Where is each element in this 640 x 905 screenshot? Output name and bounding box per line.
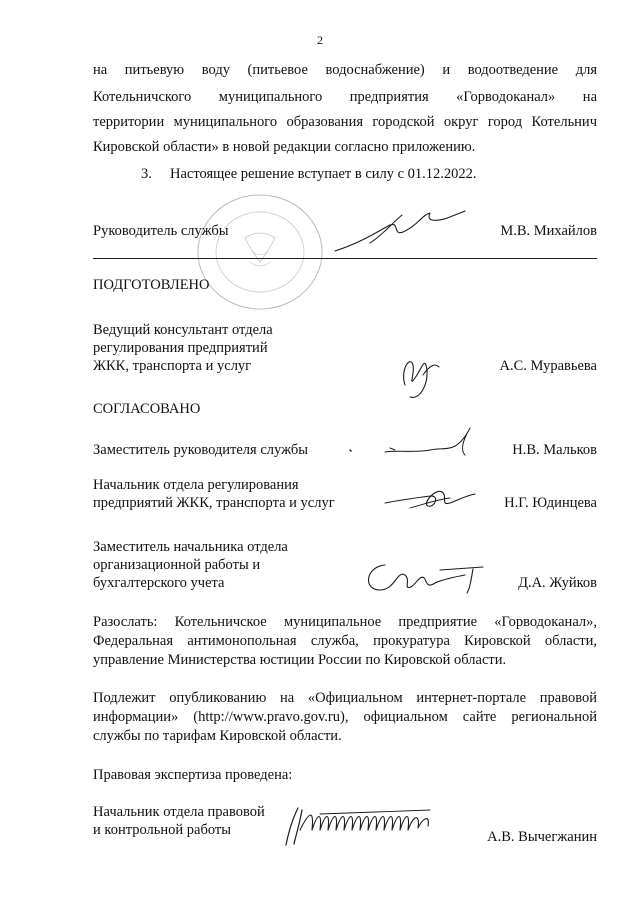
official-seal-stamp <box>190 190 330 315</box>
publication-line-1: Подлежит опубликованию на «Официальном интернет-портале правовой <box>93 690 597 706</box>
legal-position-line-2: и контрольной работы <box>93 822 231 838</box>
distribution-line-3: управление Министерства юстиции России по Кировской области. <box>93 652 507 668</box>
intro-line-4: Кировской области» в новой редакции согласно приложению. <box>93 139 476 155</box>
prepared-heading: ПОДГОТОВЛЕНО <box>93 277 210 293</box>
intro-line-3: территории муниципального образования городской округ город Котельнич <box>93 114 597 130</box>
head-position: Руководитель службы <box>93 223 229 239</box>
prepared-name: А.С. Муравьева <box>499 358 597 374</box>
legal-position-line-1: Начальник отдела правовой <box>93 804 265 820</box>
prepared-signature <box>395 345 445 405</box>
agreed-1-position-line-1: Заместитель руководителя службы <box>93 442 309 458</box>
head-signature <box>330 203 470 258</box>
item3-number: 3. <box>141 166 152 182</box>
page-number: 2 <box>317 33 323 47</box>
item3-text: Настоящее решение вступает в силу с 01.12.2022. <box>170 166 477 182</box>
publication-line-2: информации» (http://www.pravo.gov.ru), официальном сайте региональной <box>93 709 597 725</box>
agreed-2-position-line-2: предприятий ЖКК, транспорта и услуг <box>93 495 335 511</box>
agreed-3-position-line-2: организационной работы и <box>93 557 261 573</box>
intro-line-2: Котельничского муниципального предприятия «Горводоканал» на <box>93 89 597 105</box>
publication-line-3: службы по тарифам Кировской области. <box>93 728 342 744</box>
prepared-position-line-2: регулирования предприятий <box>93 340 268 356</box>
agreed-1-name: Н.В. Мальков <box>512 442 597 458</box>
legal-heading: Правовая экспертиза проведена: <box>93 767 293 783</box>
prepared-position-line-1: Ведущий консультант отдела <box>93 322 273 338</box>
distribution-line-2: Федеральная антимонопольная служба, прокуратура Кировской области, <box>93 633 597 649</box>
prepared-position-line-3: ЖКК, транспорта и услуг <box>93 358 252 374</box>
agreed-3-position-line-1: Заместитель начальника отдела <box>93 539 288 555</box>
agreed-2-signature <box>380 478 480 518</box>
agreed-1-signature <box>345 420 475 460</box>
agreed-2-name: Н.Г. Юдинцева <box>504 495 597 511</box>
agreed-3-signature <box>355 555 490 600</box>
legal-signature <box>280 800 460 850</box>
intro-line-1: на питьевую воду (питьевое водоснабжение) и водоотведение для <box>93 62 597 78</box>
separator-line <box>93 258 597 259</box>
agreed-2-position-line-1: Начальник отдела регулирования <box>93 477 299 493</box>
legal-name: А.В. Вычегжанин <box>487 829 597 845</box>
distribution-line-1: Разослать: Котельничское муниципальное предприятие «Горводоканал», <box>93 614 597 630</box>
agreed-heading: СОГЛАСОВАНО <box>93 401 201 417</box>
head-name: М.В. Михайлов <box>500 223 597 239</box>
agreed-3-name: Д.А. Жуйков <box>518 575 597 591</box>
agreed-3-position-line-3: бухгалтерского учета <box>93 575 225 591</box>
